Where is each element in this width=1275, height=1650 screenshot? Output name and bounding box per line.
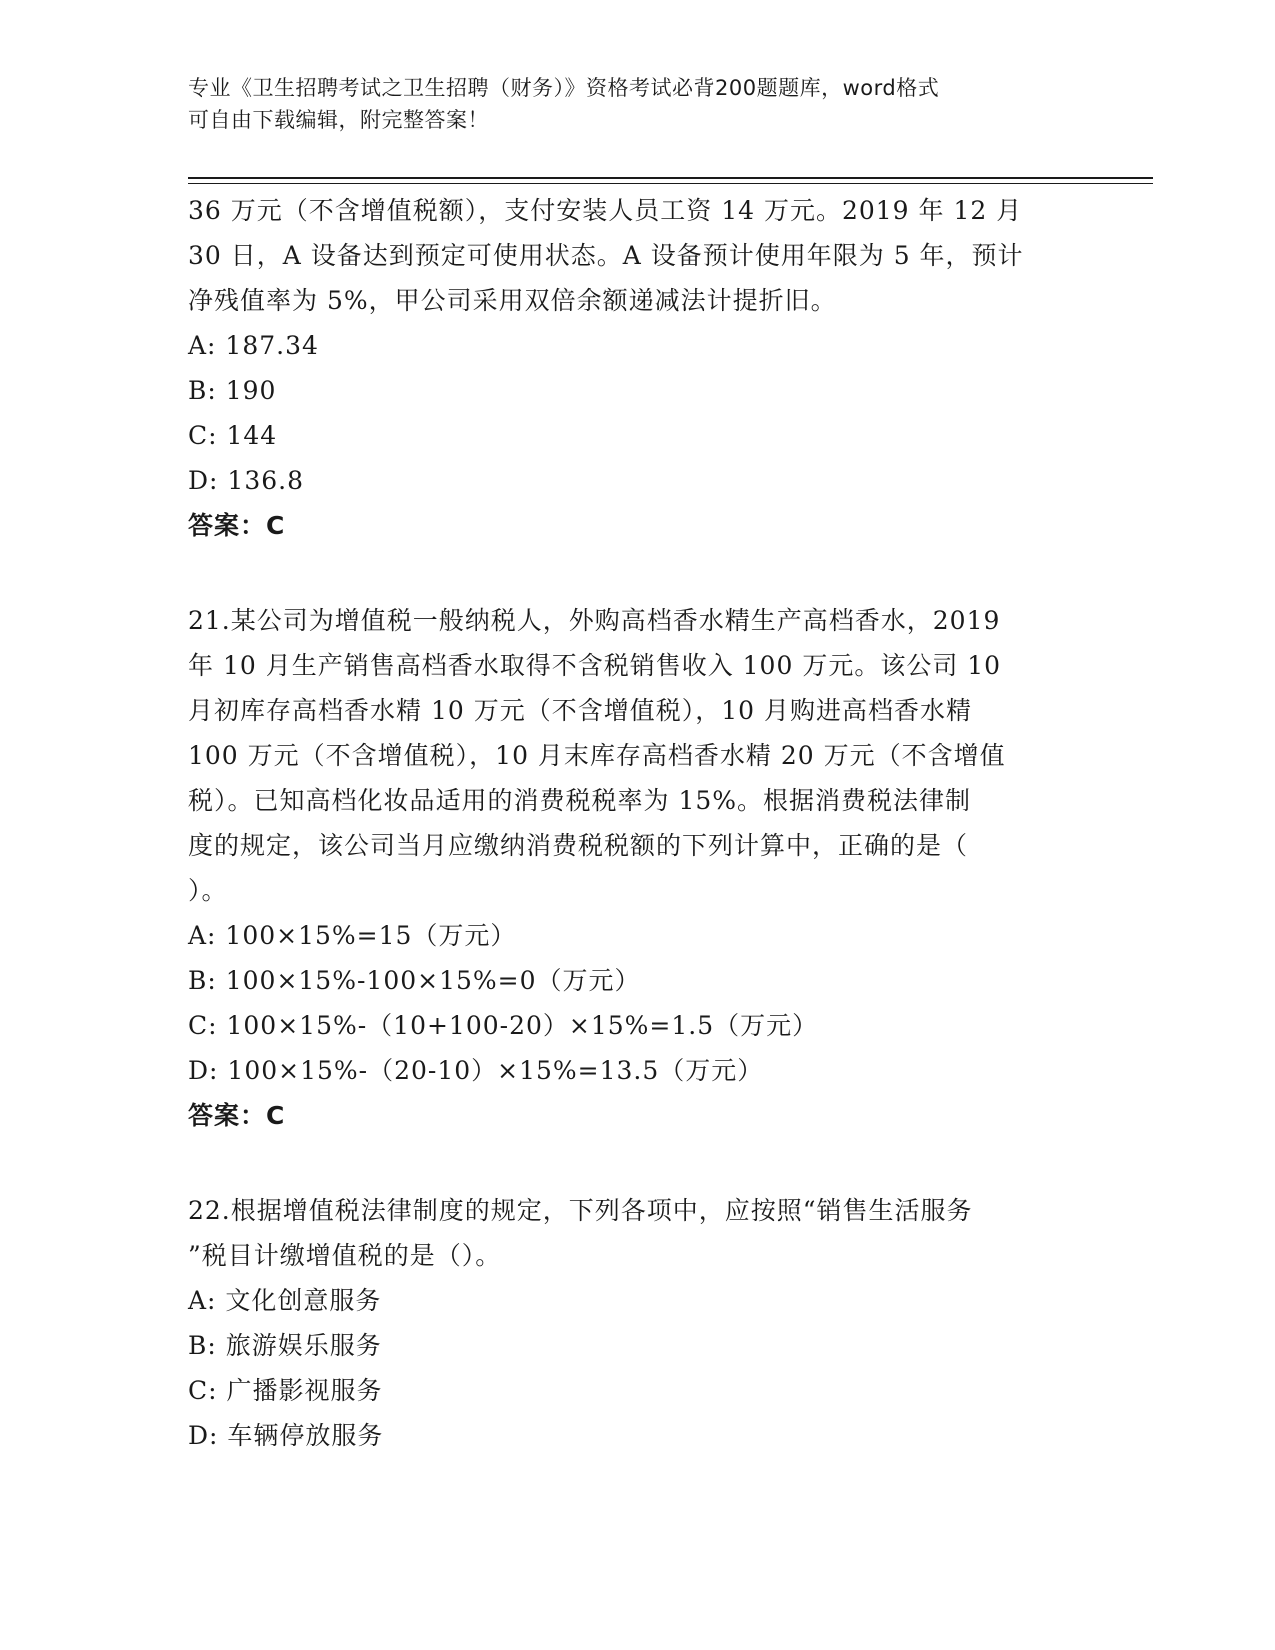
question-stem-line: 100 万元（不含增值税），10 月末库存高档香水精 20 万元（不含增值 [188,741,1006,770]
question-stem-line: 年 10 月生产销售高档香水取得不含税销售收入 100 万元。该公司 10 [188,651,1002,680]
option-b: B: 190 [188,376,277,405]
question-stem-line: 税）。已知高档化妆品适用的消费税税率为 15%。根据消费税法律制 [188,786,972,815]
answer-line: 答案：C [188,511,286,540]
question-stem-line: 22.根据增值税法律制度的规定，下列各项中，应按照“销售生活服务 [188,1196,973,1225]
option-c: C: 144 [188,421,278,450]
option-d: D: 100×15%-（20-10）×15%=13.5（万元） [188,1056,764,1085]
question-stem-line: 21.某公司为增值税一般纳税人，外购高档香水精生产高档香水，2019 [188,606,1001,635]
question-20-block [188,188,1088,548]
document-header [188,72,1068,136]
header-line-1: 专业《卫生招聘考试之卫生招聘（财务）》资格考试必背200题题库，word格式 [188,76,940,100]
option-d: D: 136.8 [188,466,304,495]
header-divider-thick [188,177,1153,179]
option-c: C: 广播影视服务 [188,1376,383,1405]
option-a: A: 187.34 [188,331,319,360]
question-21-block [188,598,1088,1138]
question-stem-line: ”税目计缴增值税的是（）。 [188,1241,502,1270]
header-divider-thin [188,183,1153,184]
question-stem-line: 30 日，A 设备达到预定可使用状态。A 设备预计使用年限为 5 年，预计 [188,241,1024,270]
question-stem-line: 净残值率为 5%，甲公司采用双倍余额递减法计提折旧。 [188,286,837,315]
option-c: C: 100×15%-（10+100-20）×15%=1.5（万元） [188,1011,819,1040]
option-d: D: 车辆停放服务 [188,1421,384,1450]
option-a: A: 文化创意服务 [188,1286,382,1315]
question-stem-line: 月初库存高档香水精 10 万元（不含增值税），10 月购进高档香水精 [188,696,972,725]
option-a: A: 100×15%=15（万元） [188,921,517,950]
question-22-block [188,1188,1088,1458]
option-b: B: 100×15%-100×15%=0（万元） [188,966,641,995]
question-stem-line: 度的规定，该公司当月应缴纳消费税税额的下列计算中，正确的是（ [188,831,969,860]
question-stem-line: ）。 [188,876,228,905]
option-b: B: 旅游娱乐服务 [188,1331,382,1360]
answer-line: 答案：C [188,1101,286,1130]
question-stem-line: 36 万元（不含增值税额），支付安装人员工资 14 万元。2019 年 12 月 [188,196,1023,225]
header-line-2: 可自由下载编辑，附完整答案！ [188,108,489,132]
